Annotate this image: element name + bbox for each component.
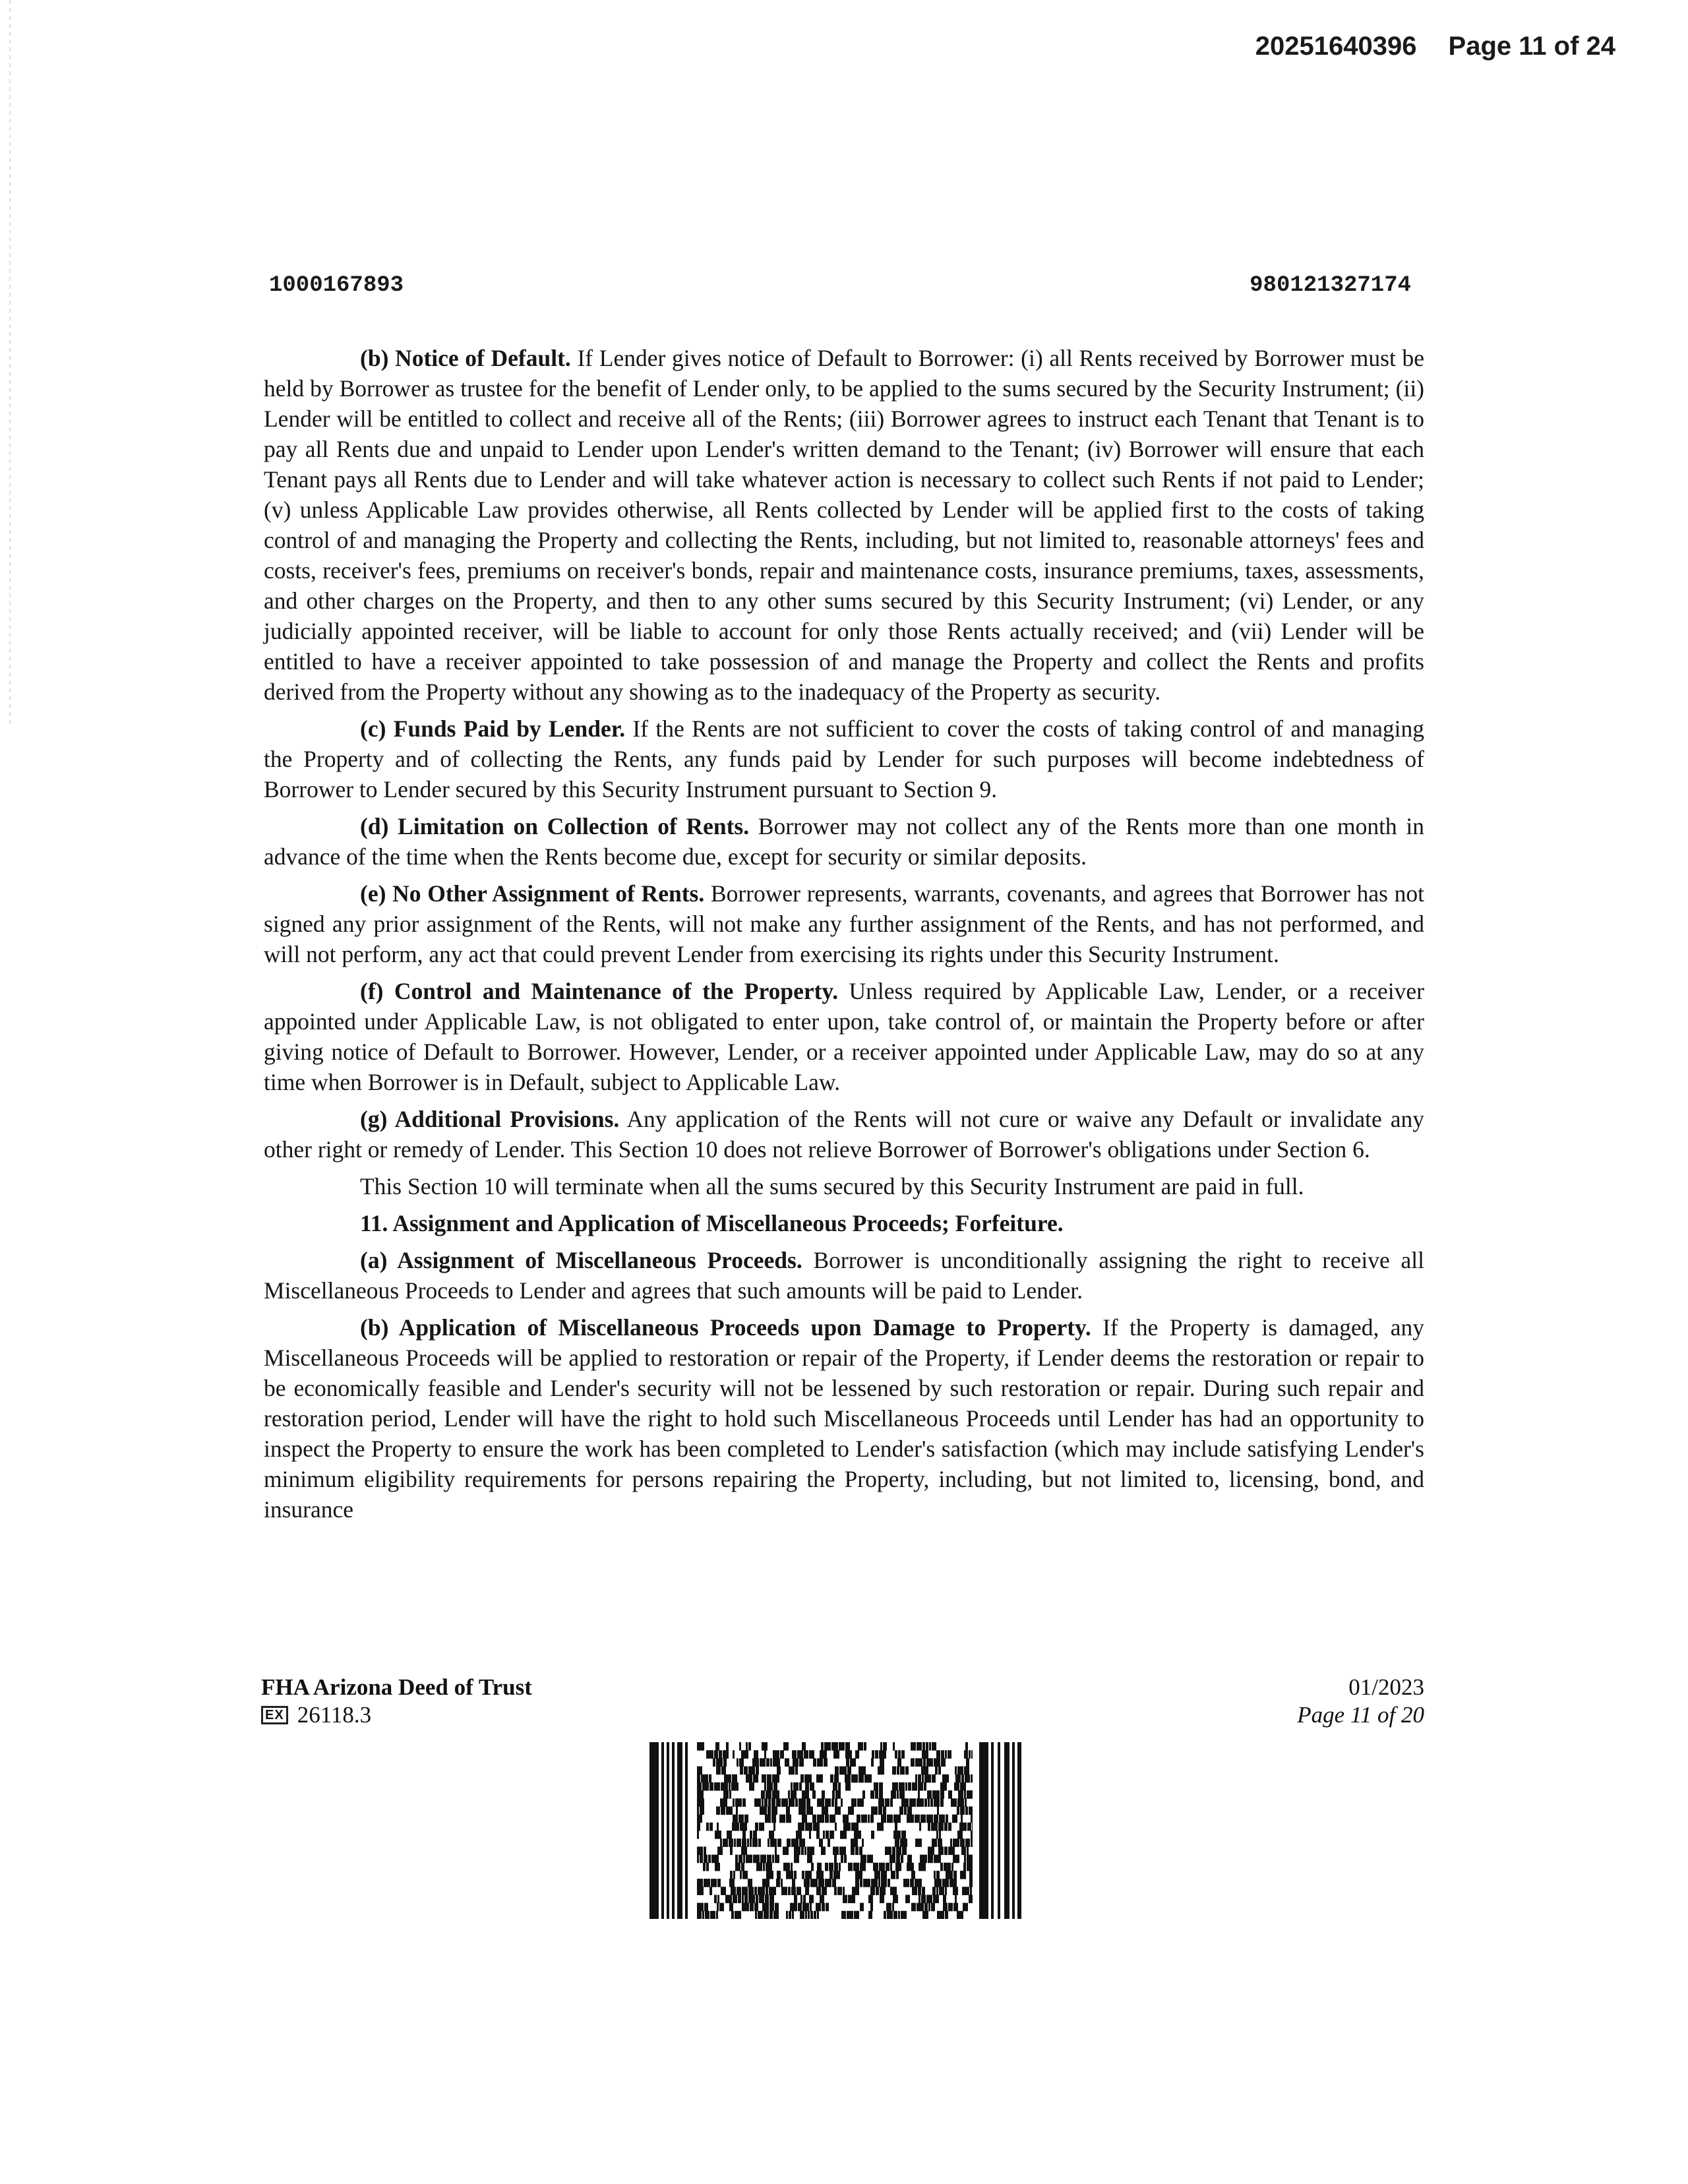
clause-text: Unless required by Applicable Law, Lender, or a receiver appointed under Applicable Law, is not obligated to enter upon, take control of, or maintain the Property before or after giving notice of Default to Borrower. However, Lender, or a receiver appointed under Applicable Law, may do so at any time when Borrower is in Default, subject to Applicable Law. [264, 978, 1424, 1095]
footer-form-info [261, 1674, 532, 1729]
clause-text: Borrower may not collect any of the Rents more than one month in advance of the time when the Rents become due, except for security or similar deposits. [264, 813, 1424, 870]
ellie-mae-logo-icon: EX [261, 1706, 288, 1724]
clause-title: (f) Control and Maintenance of the Property. [360, 978, 839, 1004]
clause-paragraph [264, 1312, 1424, 1525]
clause-paragraph [264, 878, 1424, 969]
document-body [264, 343, 1424, 1531]
clause-text: If the Rents are not sufficient to cover the costs of taking control of and managing the Property and of collecting the Rents, any funds paid by Lender for such purposes will become indebtedness of Borrower to Lender secured by this Security Instrument pursuant to Section 9. [264, 715, 1424, 803]
loan-number-left: 1000167893 [269, 273, 404, 298]
clause-text: Any application of the Rents will not cure or waive any Default or invalidate any other right or remedy of Lender. This Section 10 does not relieve Borrower of Borrower's obligations under Section 6. [264, 1106, 1424, 1163]
clause-paragraph [264, 343, 1424, 707]
footer-page-info [1297, 1674, 1424, 1729]
pdf417-barcode-icon [649, 1742, 1024, 1919]
section-heading: 11. Assignment and Application of Miscellaneous Proceeds; Forfeiture. [360, 1210, 1064, 1236]
clause-text: If Lender gives notice of Default to Borrower: (i) all Rents received by Borrower must be held by Borrower as trustee for the benefit of Lender only, to be applied to the sums secured by the Security Instrument; (ii) Lender will be entitled to collect and receive all of the Rents; (iii) Borrower agrees to instruct each Tenant that Tenant is to pay all Rents due and unpaid to Lender upon Lender's written demand to the Tenant; (iv) Borrower will ensure that each Tenant pays all Rents due to Lender and will take whatever action is necessary to collect such Rents if not paid to Lender; (v) unless Applicable Law provides otherwise, all Rents collected by Lender will be applied first to the costs of taking control of and managing the Property and collecting the Rents, including, but not limited to, reasonable attorneys' fees and costs, receiver's fees, premiums on receiver's bonds, repair and maintenance costs, insurance premiums, taxes, assessments, and other charges on the Property, and then to any other sums secured by this Security Instrument; (vi) Lender, or any judicially appointed receiver, will be liable to account for only those Rents actually received; and (vii) Lender will be entitled to have a receiver appointed to take possession of and manage the Property and collect the Rents and profits derived from the Property without any showing as to the inadequacy of the Property as security. [264, 345, 1424, 705]
clause-title: (d) Limitation on Collection of Rents. [360, 813, 750, 839]
loan-identifiers [269, 273, 1411, 298]
clause-paragraph [264, 713, 1424, 804]
form-title: FHA Arizona Deed of Trust [261, 1674, 532, 1700]
form-date: 01/2023 [1348, 1674, 1424, 1700]
clause-title: (c) Funds Paid by Lender. [360, 715, 626, 742]
clause-paragraph [264, 1245, 1424, 1306]
recording-page: Page 11 of 24 [1448, 32, 1615, 61]
clause-paragraph [264, 811, 1424, 872]
clause-text: If the Property is damaged, any Miscellaneous Proceeds will be applied to restoration or repair of the Property, if Lender deems the restoration or repair to be economically feasible and Lender's security will not be lessened by such restoration or repair. During such repair and restoration period, Lender will have the right to hold such Miscellaneous Proceeds until Lender has had an opportunity to inspect the Property to ensure the work has been completed to Lender's satisfaction (which may include satisfying Lender's minimum eligibility requirements for persons repairing the Property, including, but not limited to, licensing, bond, and insurance [264, 1314, 1424, 1523]
clause-paragraph [264, 976, 1424, 1097]
recording-stamp [1255, 32, 1615, 61]
page-footer [261, 1674, 1424, 1729]
recording-number: 20251640396 [1255, 32, 1417, 61]
form-number: 26118.3 [297, 1702, 372, 1728]
clause-paragraph [264, 1104, 1424, 1165]
clause-paragraph [264, 1171, 1424, 1201]
clause-title: (a) Assignment of Miscellaneous Proceeds. [360, 1247, 802, 1273]
clause-text: Borrower is unconditionally assigning the right to receive all Miscellaneous Proceeds to Lender and agrees that such amounts will be paid to Lender. [264, 1247, 1424, 1304]
clause-title: (e) No Other Assignment of Rents. [360, 880, 705, 907]
loan-number-right: 980121327174 [1250, 273, 1411, 298]
form-page: Page 11 of 20 [1297, 1702, 1424, 1728]
clause-title: (b) Application of Miscellaneous Proceeds upon Damage to Property. [360, 1314, 1091, 1341]
scan-edge-artifact [9, 0, 11, 725]
form-number-row [261, 1701, 532, 1729]
clause-title: (g) Additional Provisions. [360, 1106, 620, 1132]
clause-title: (b) Notice of Default. [360, 345, 571, 371]
clause-text: Borrower represents, warrants, covenants, and agrees that Borrower has not signed any prior assignment of the Rents, will not make any further assignment of the Rents, and has not performed, and will not perform, any act that could prevent Lender from exercising its rights under this Security Instrument. [264, 880, 1425, 967]
clause-text: This Section 10 will terminate when all the sums secured by this Security Instrument are paid in full. [360, 1173, 1304, 1199]
